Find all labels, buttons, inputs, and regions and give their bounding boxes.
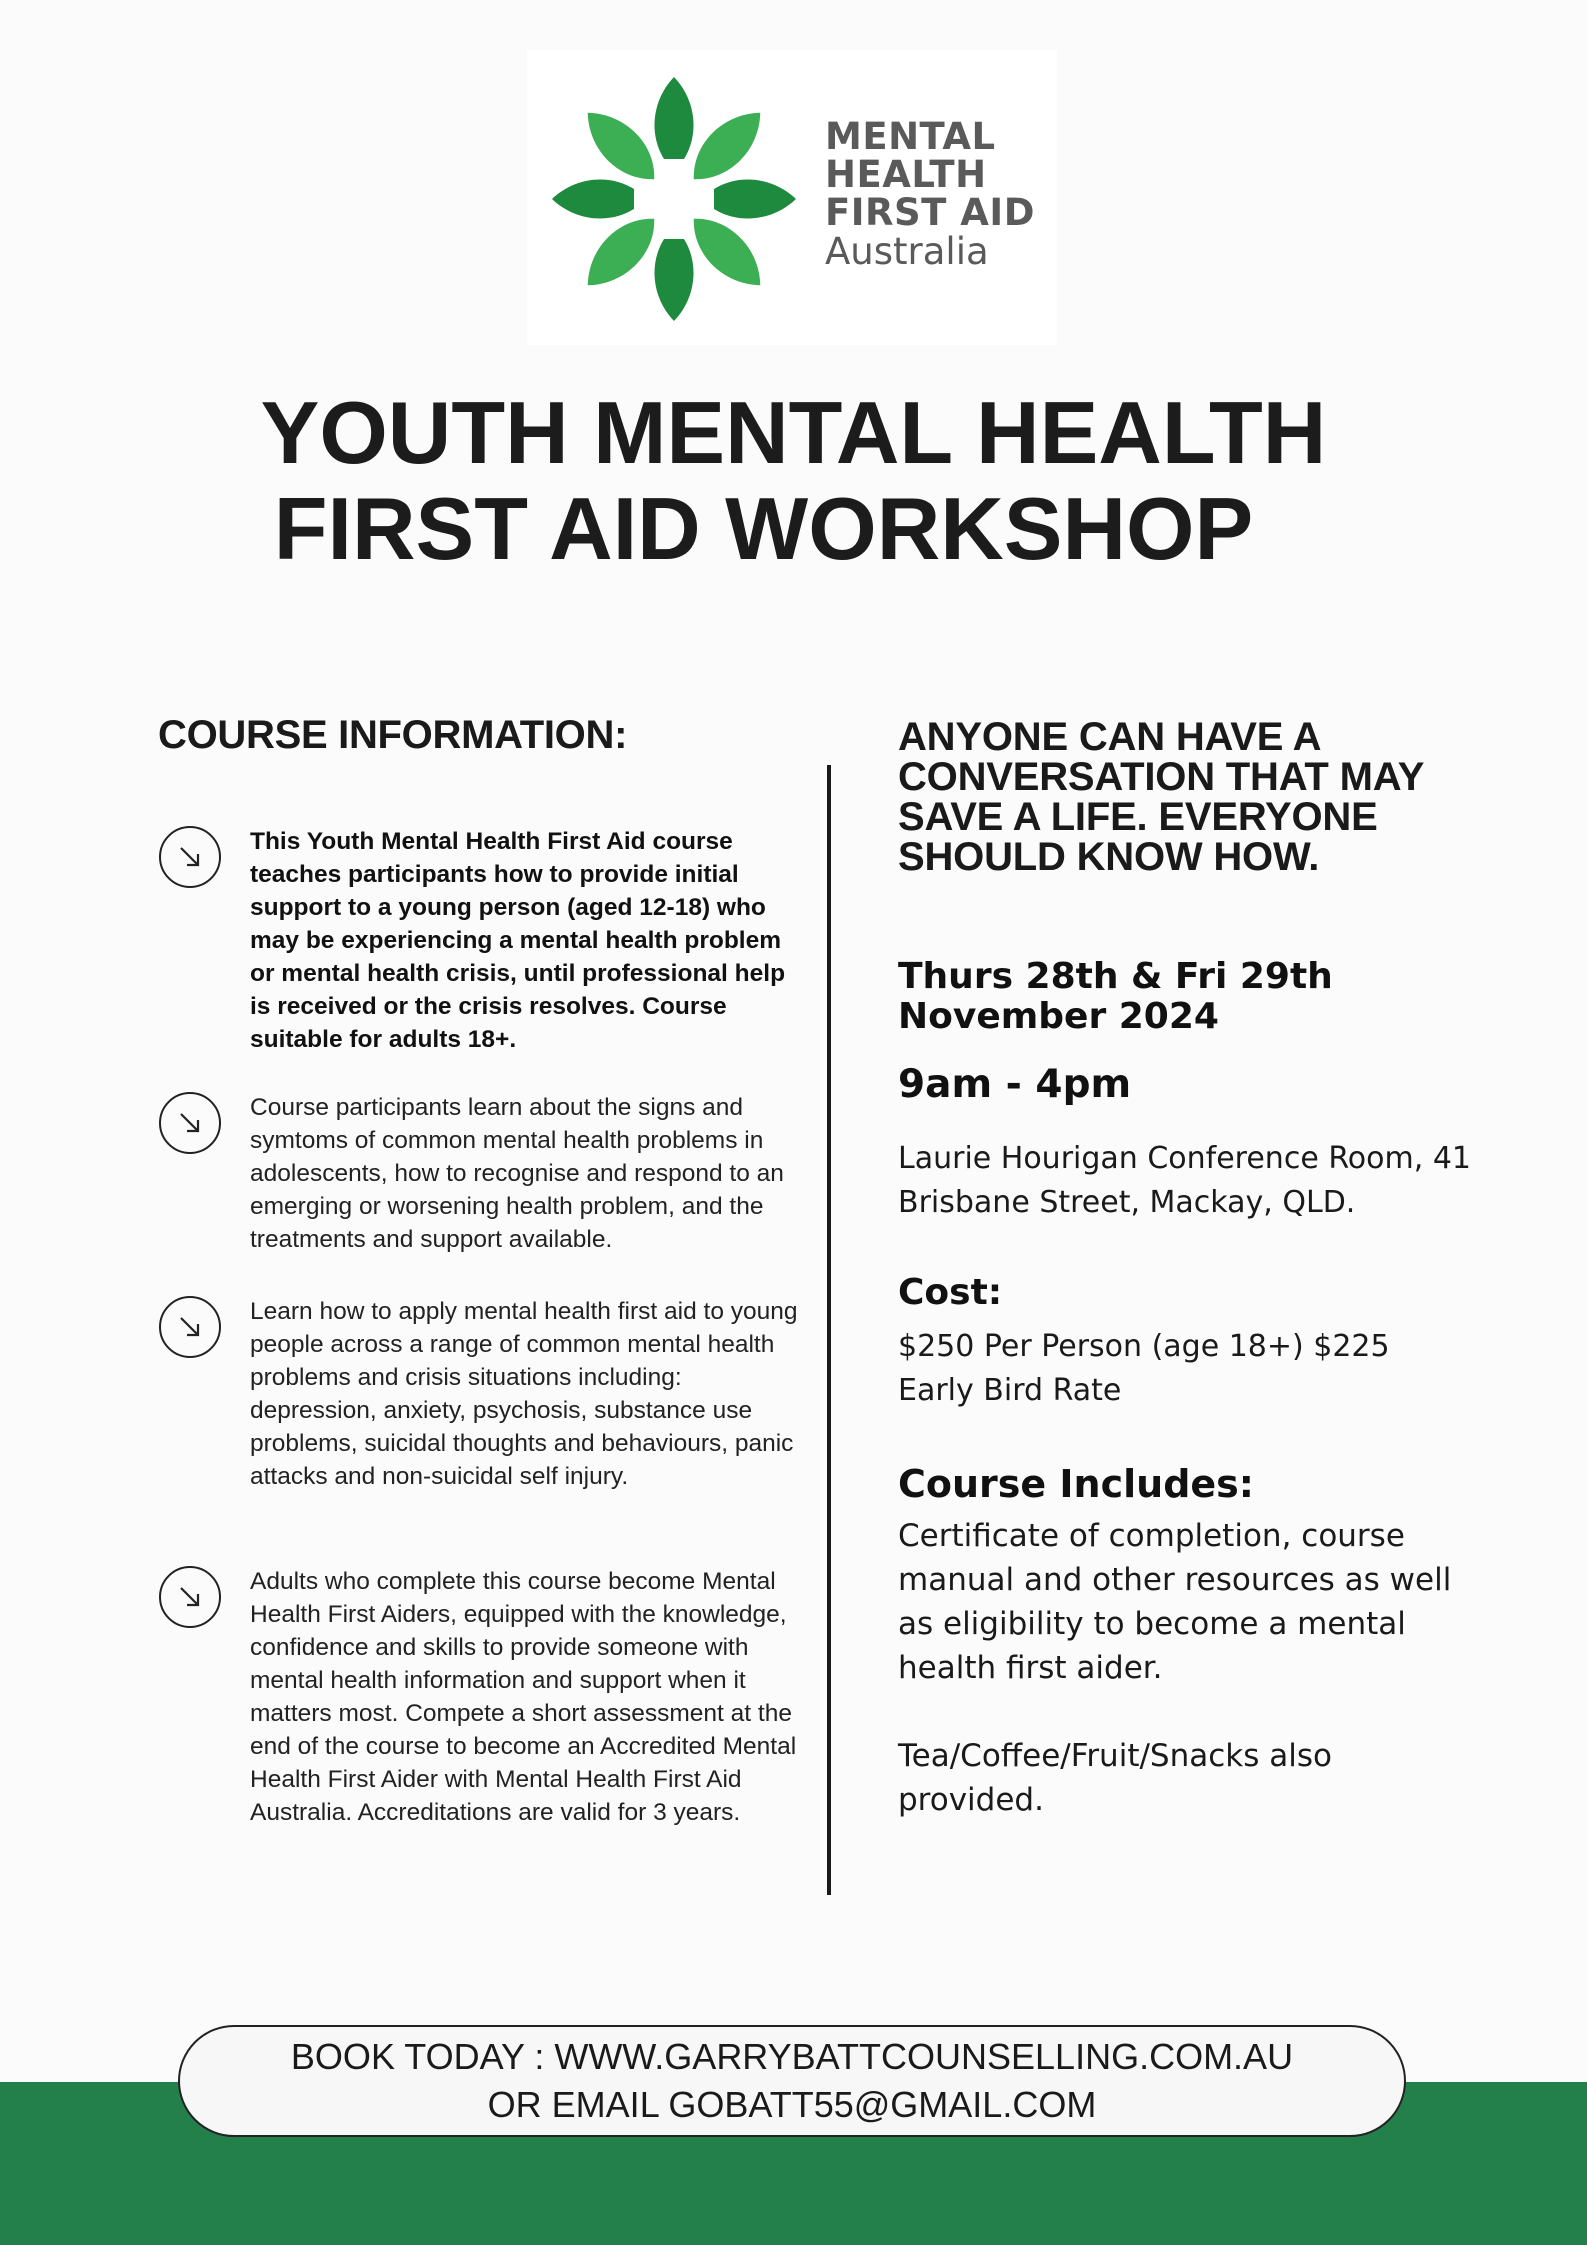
refreshments-text: Tea/Coffee/Fruit/Snacks also provided. bbox=[898, 1738, 1332, 1818]
arrow-down-right-icon bbox=[158, 825, 222, 889]
logo bbox=[527, 50, 1057, 345]
tagline: ANYONE CAN HAVE A CONVERSATION THAT MAY SAVE A LIFE. EVERYONE SHOULD KNOW HOW. bbox=[898, 715, 1424, 879]
logo-country: Australia bbox=[825, 230, 989, 273]
info-text: This Youth Mental Health First Aid course teaches participants how to provide initial support to a young person (aged 12-18) who may be experiencing a mental health problem or mental health crisis, until professional help is received or the crisis resolves. Course suitable for adults 18+. bbox=[250, 828, 786, 1053]
logo-petal bbox=[552, 180, 646, 219]
title-line-1: YOUTH MENTAL HEALTH bbox=[260, 383, 1327, 482]
column-divider bbox=[827, 765, 831, 1895]
course-information-section bbox=[158, 713, 798, 1826]
logo-wordmark bbox=[825, 115, 1035, 273]
arrow-down-right-icon bbox=[158, 1295, 222, 1359]
course-includes-label: Course Includes: bbox=[898, 1462, 1254, 1506]
course-includes-text: Certificate of completion, course manual and other resources as well as eligibility to become a mental health first aider. bbox=[898, 1518, 1452, 1686]
logo-petal bbox=[574, 99, 668, 193]
title-line-2: FIRST AID WORKSHOP bbox=[273, 479, 1254, 578]
cost-text: $250 Per Person (age 18+) $225 Early Bird Rate bbox=[898, 1329, 1390, 1408]
info-text: Learn how to apply mental health first aid to young people across a range of common mental health problems and crisis situations including: depression, anxiety, psychosis, substance use problems, suicidal thoughts and behaviours, panic attacks and non-suicidal self injury. bbox=[250, 1298, 798, 1490]
logo-petal bbox=[702, 180, 796, 219]
info-text: Course participants learn about the signs and symtoms of common mental health problems in adolescents, how to recognise and respond to an emerging or worsening health problem, and the treatments and support available. bbox=[250, 1094, 784, 1253]
info-text: Adults who complete this course become Mental Health First Aiders, equipped with the knowledge, confidence and skills to provide someone with mental health information and support when it matters most. Compete a short assessment at the end of the course to become an Accredited Mental Health First Aider with Mental Health First Aid Australia. Accreditations are valid for 3 years. bbox=[250, 1568, 797, 1826]
page-title bbox=[0, 385, 1587, 577]
arrow-down-right-icon bbox=[158, 1565, 222, 1629]
logo-petal bbox=[680, 205, 774, 299]
event-details-section bbox=[898, 715, 1498, 1818]
logo-petal bbox=[680, 99, 774, 193]
logo-line-1: MENTAL bbox=[825, 115, 996, 158]
event-venue: Laurie Hourigan Conference Room, 41 Brisbane Street, Mackay, QLD. bbox=[898, 1141, 1471, 1220]
booking-website[interactable]: BOOK TODAY : WWW.GARRYBATTCOUNSELLING.COM.AU bbox=[290, 2036, 1294, 2077]
arrow-down-right-icon bbox=[158, 1091, 222, 1155]
booking-email[interactable]: OR EMAIL GOBATT55@GMAIL.COM bbox=[487, 2084, 1097, 2125]
logo-petal bbox=[655, 227, 694, 321]
course-information-heading: COURSE INFORMATION: bbox=[158, 713, 628, 757]
logo-petal bbox=[655, 77, 694, 171]
booking-banner[interactable] bbox=[178, 2025, 1406, 2137]
logo-line-3: FIRST AID bbox=[825, 191, 1035, 234]
cost-label: Cost: bbox=[898, 1272, 1003, 1313]
logo-petal bbox=[574, 205, 668, 299]
event-dates: Thurs 28th & Fri 29th November 2024 bbox=[898, 956, 1333, 1037]
logo-line-2: HEALTH bbox=[825, 153, 987, 196]
event-time: 9am - 4pm bbox=[898, 1062, 1132, 1107]
flower-logo-icon bbox=[549, 70, 799, 328]
